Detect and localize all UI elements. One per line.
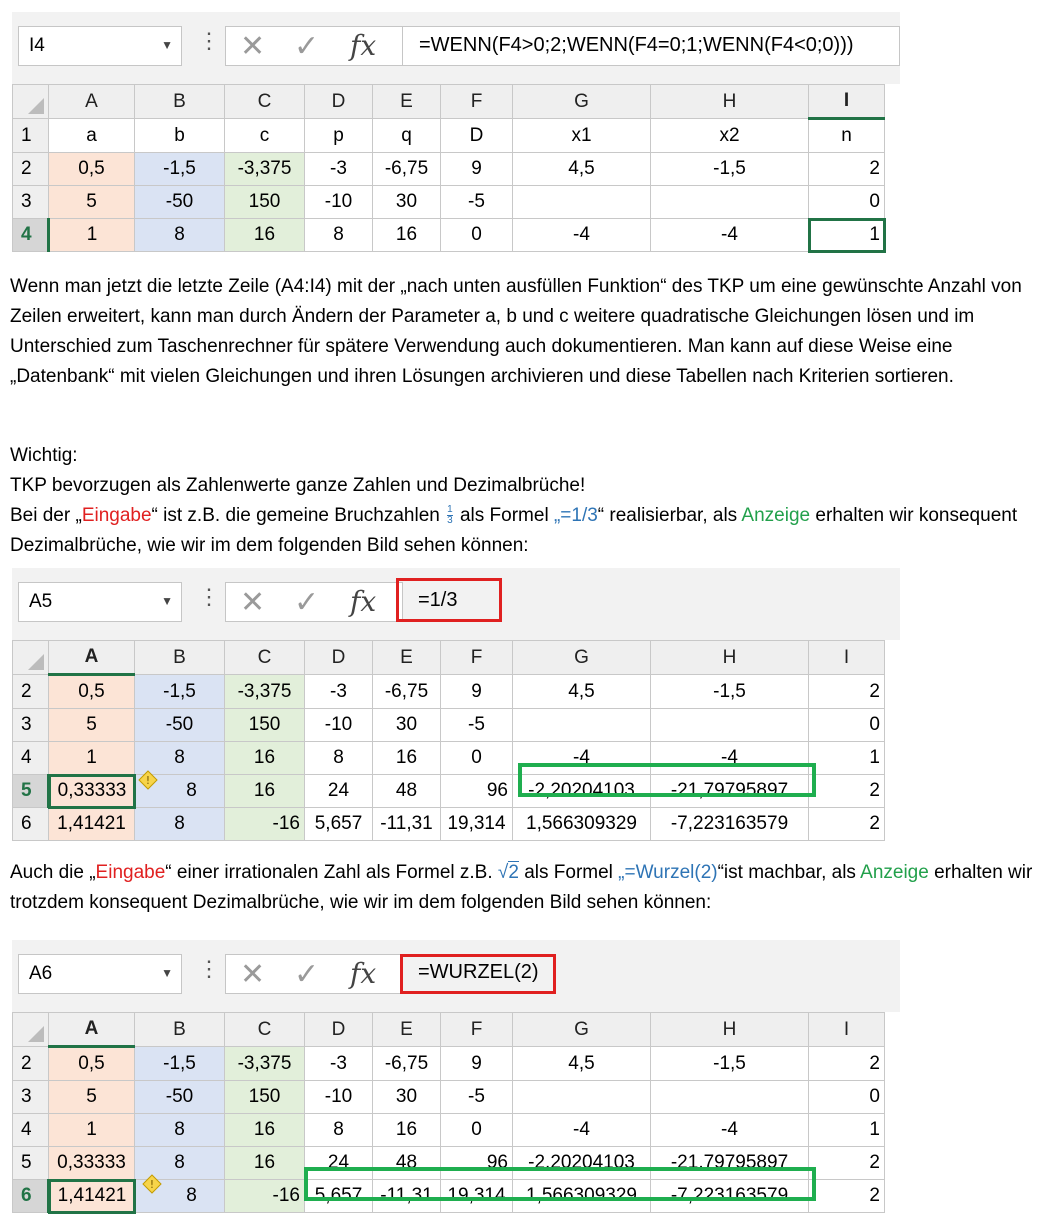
text-segment: “ ist z.B. die gemeine Bruchzahlen [151, 505, 446, 526]
row-header[interactable]: 5 [13, 1147, 49, 1180]
cell[interactable]: -21,79795897 [651, 775, 809, 808]
cell[interactable]: -7,223163579 [651, 1180, 809, 1213]
column-header[interactable]: G [513, 1013, 651, 1047]
column-header[interactable]: C [225, 641, 305, 675]
cell[interactable]: -1,5 [135, 1047, 225, 1081]
cell[interactable]: 1 [49, 1114, 135, 1147]
cell[interactable] [651, 1081, 809, 1114]
fx-function-icon[interactable]: fx [350, 29, 377, 62]
cell[interactable]: -1,5 [135, 153, 225, 186]
column-header[interactable]: D [305, 1013, 373, 1047]
column-header-row [13, 85, 885, 119]
cell[interactable]: n [809, 119, 885, 153]
cancel-x-icon[interactable]: ✕ [240, 586, 266, 619]
column-header[interactable]: I [809, 641, 885, 675]
cell[interactable] [651, 186, 809, 219]
cell[interactable]: -11,31 [373, 808, 441, 841]
cell[interactable]: 2 [809, 675, 885, 709]
cell[interactable]: -1,5 [135, 675, 225, 709]
column-header[interactable]: H [651, 641, 809, 675]
table-row [13, 808, 885, 841]
cell[interactable]: 1 [49, 742, 135, 775]
cell[interactable]: -3 [305, 1047, 373, 1081]
column-header[interactable]: I [809, 1013, 885, 1047]
cell[interactable]: 30 [373, 186, 441, 219]
warning-icon[interactable] [138, 770, 160, 792]
cell[interactable]: 5 [49, 1081, 135, 1114]
cell[interactable]: 30 [373, 1081, 441, 1114]
cell[interactable]: 48 [373, 1147, 441, 1180]
cell[interactable]: -16 [225, 1180, 305, 1213]
cell[interactable]: 1,41421 [49, 808, 135, 841]
paragraph-sqrt [10, 858, 1045, 918]
result-highlight-box [518, 763, 816, 797]
cell[interactable]: 8 [135, 808, 225, 841]
cell[interactable]: -6,75 [373, 153, 441, 186]
formula-bar [12, 12, 900, 84]
cell[interactable]: -1,5 [651, 153, 809, 186]
cell[interactable]: -50 [135, 186, 225, 219]
cell[interactable]: 5,657 [305, 808, 373, 841]
cell[interactable]: 150 [225, 709, 305, 742]
cell[interactable]: -5 [441, 709, 513, 742]
sqrt-two [498, 861, 519, 883]
cell[interactable]: 16 [373, 742, 441, 775]
formula-example: „=Wurzel(2) [618, 862, 718, 883]
cell[interactable]: p [305, 119, 373, 153]
enter-check-icon[interactable]: ✓ [294, 30, 320, 63]
cell[interactable]: -6,75 [373, 1047, 441, 1081]
active-cell[interactable]: 1 [809, 219, 885, 252]
column-header[interactable]: C [225, 85, 305, 119]
row-header[interactable]: 3 [13, 186, 49, 219]
cell[interactable]: 0 [441, 219, 513, 252]
cell[interactable]: 150 [225, 186, 305, 219]
cell[interactable]: b [135, 119, 225, 153]
cell[interactable]: 2 [809, 808, 885, 841]
text-segment: “ einer irrationalen Zahl als Formel z.B. [165, 862, 498, 883]
cell[interactable]: 2 [809, 153, 885, 186]
formula-bar [12, 940, 900, 1012]
cell[interactable]: 16 [225, 1114, 305, 1147]
cell[interactable]: 1,566309329 [513, 1180, 651, 1213]
cell[interactable]: 8 [305, 219, 373, 252]
row-header[interactable]: 2 [13, 153, 49, 186]
svg-text:!: ! [149, 1178, 155, 1191]
formula-bar [12, 568, 900, 640]
anzeige-term: Anzeige [860, 862, 929, 883]
table-row [13, 1081, 885, 1114]
cell[interactable]: 4,5 [513, 153, 651, 186]
cell[interactable]: -3,375 [225, 1047, 305, 1081]
cell[interactable] [513, 709, 651, 742]
cell[interactable]: -6,75 [373, 675, 441, 709]
cell[interactable]: 8 [305, 1114, 373, 1147]
cell[interactable]: 1 [809, 1114, 885, 1147]
cell[interactable]: 30 [373, 709, 441, 742]
cell[interactable]: -3 [305, 675, 373, 709]
cell[interactable]: 8 [305, 742, 373, 775]
row-header-selected[interactable]: 6 [13, 1180, 49, 1213]
select-all-corner[interactable] [13, 641, 49, 675]
cell[interactable]: -16 [225, 808, 305, 841]
cell[interactable]: 8 [135, 1180, 225, 1213]
cell[interactable]: 0 [441, 1114, 513, 1147]
cell[interactable]: 5 [49, 709, 135, 742]
cell[interactable]: 2 [809, 1147, 885, 1180]
cell[interactable]: 5 [49, 186, 135, 219]
cell[interactable]: 16 [225, 1147, 305, 1180]
cell[interactable] [513, 186, 651, 219]
column-header[interactable]: H [651, 1013, 809, 1047]
column-header[interactable]: G [513, 85, 651, 119]
dropdown-arrow-icon[interactable]: ▼ [161, 38, 173, 52]
cell[interactable]: 16 [373, 1114, 441, 1147]
cell[interactable]: q [373, 119, 441, 153]
formula-highlight-box [396, 578, 502, 622]
table-row [13, 186, 885, 219]
sheet-grid [12, 640, 885, 841]
cell[interactable]: 48 [373, 775, 441, 808]
cell[interactable]: 2 [809, 775, 885, 808]
column-header[interactable]: G [513, 641, 651, 675]
formula-buttons [225, 582, 403, 622]
cell[interactable]: -4 [513, 1114, 651, 1147]
cell[interactable]: -3 [305, 153, 373, 186]
cell[interactable]: x1 [513, 119, 651, 153]
column-header[interactable]: F [441, 1013, 513, 1047]
column-header[interactable]: E [373, 641, 441, 675]
eingabe-term: Eingabe [95, 862, 166, 883]
sqrt-argument: 2 [508, 862, 519, 883]
column-header-selected[interactable]: I [809, 85, 885, 119]
cell[interactable]: 19,314 [441, 808, 513, 841]
warning-icon[interactable] [142, 1174, 164, 1196]
formula-text: =1/3 [418, 589, 458, 611]
cell[interactable]: a [49, 119, 135, 153]
cell[interactable]: 4,5 [513, 675, 651, 709]
cell[interactable]: 16 [225, 775, 305, 808]
cell[interactable]: 24 [305, 1147, 373, 1180]
name-box-value: I4 [29, 35, 45, 56]
name-box[interactable] [18, 26, 182, 66]
text-segment: Auch die „ [10, 862, 96, 883]
formula-buttons [225, 26, 403, 66]
table-row [13, 219, 885, 252]
cell[interactable]: 0 [809, 186, 885, 219]
dropdown-arrow-icon[interactable]: ▼ [161, 594, 173, 608]
more-options-icon[interactable]: ⋮ [198, 28, 220, 53]
column-header-row [13, 641, 885, 675]
paragraph-text: Wenn man jetzt die letzte Zeile (A4:I4) mit der „nach unten ausfüllen Funktion“ des TKP um eine gewünschte Anzahl von Zeilen erweitert, kann man durch Ändern der Parameter a, b und c weitere quadratische Gleichungen lösen und im Unterschied zum Taschenrechner für spätere Verwendung auch dokumentieren. Man kann auf diese Weise eine „Datenbank“ mit vielen Gleichungen und ihren Lösungen archivieren und diese Tabellen nach Kriterien sortieren. [10, 276, 1022, 387]
fraction-numerator: 1 [447, 504, 453, 516]
sqrt-symbol: √ [497, 862, 509, 883]
fx-function-icon[interactable]: fx [350, 957, 377, 990]
cell[interactable]: -21,79795897 [651, 1147, 809, 1180]
cell[interactable]: c [225, 119, 305, 153]
cell[interactable]: 8 [135, 742, 225, 775]
name-box[interactable] [18, 954, 182, 994]
formula-buttons [225, 954, 403, 994]
column-header[interactable]: B [135, 641, 225, 675]
cell[interactable]: 0,5 [49, 675, 135, 709]
column-header[interactable]: D [305, 85, 373, 119]
sheet-grid [12, 84, 885, 252]
row-header[interactable]: 2 [13, 675, 49, 709]
row-header[interactable]: 4 [13, 742, 49, 775]
row-header[interactable]: 4 [13, 1114, 49, 1147]
cell[interactable]: -5 [441, 186, 513, 219]
column-header[interactable]: B [135, 1013, 225, 1047]
column-header[interactable]: B [135, 85, 225, 119]
cell[interactable]: 0 [441, 742, 513, 775]
column-header[interactable]: F [441, 85, 513, 119]
select-all-corner[interactable] [13, 1013, 49, 1047]
text-segment: “ realisierbar, als [597, 505, 742, 526]
cell[interactable]: 8 [135, 1147, 225, 1180]
cell[interactable]: -4 [651, 1114, 809, 1147]
text-segment: als Formel [454, 505, 554, 526]
row-header[interactable]: 2 [13, 1047, 49, 1081]
table-row [13, 1114, 885, 1147]
cell[interactable]: -1,5 [651, 675, 809, 709]
result-highlight-box [304, 1167, 816, 1201]
cell[interactable]: 8 [135, 775, 225, 808]
column-header[interactable]: H [651, 85, 809, 119]
formula-example: „=1/3 [553, 505, 598, 526]
cell[interactable]: -4 [651, 219, 809, 252]
anzeige-term: Anzeige [741, 505, 811, 526]
important-statement: TKP bevorzugen als Zahlenwerte ganze Zahlen und Dezimalbrüche! [10, 475, 586, 496]
enter-check-icon[interactable]: ✓ [294, 586, 320, 619]
table-row [13, 675, 885, 709]
cell[interactable]: -50 [135, 709, 225, 742]
row-header[interactable]: 3 [13, 709, 49, 742]
paragraph-intro [10, 272, 1045, 392]
cell[interactable] [513, 1081, 651, 1114]
formula-text: =WENN(F4>0;2;WENN(F4=0;1;WENN(F4<0;0))) [419, 34, 854, 56]
cell[interactable]: 0,33333 [49, 1147, 135, 1180]
text-segment: erhalten wir trotzdem konsequent Dezimalbrüche, wie wir im dem folgenden Bild sehen können: [10, 862, 1033, 913]
dropdown-arrow-icon[interactable]: ▼ [161, 966, 173, 980]
important-heading: Wichtig: [10, 445, 78, 466]
column-header[interactable]: C [225, 1013, 305, 1047]
cancel-x-icon[interactable]: ✕ [240, 958, 266, 991]
cell[interactable]: D [441, 119, 513, 153]
svg-text:!: ! [145, 774, 151, 787]
cell[interactable]: 16 [225, 742, 305, 775]
cancel-x-icon[interactable]: ✕ [240, 30, 266, 63]
cell[interactable]: -3,375 [225, 153, 305, 186]
text-segment: als Formel [518, 862, 619, 883]
cell[interactable]: -10 [305, 709, 373, 742]
cell[interactable]: 4,5 [513, 1047, 651, 1081]
cell[interactable]: 0,5 [49, 1047, 135, 1081]
column-header[interactable]: E [373, 1013, 441, 1047]
cell[interactable]: 96 [441, 775, 513, 808]
cell[interactable]: 1 [49, 219, 135, 252]
cell[interactable]: 0 [809, 709, 885, 742]
spreadsheet-screenshot-3 [12, 940, 900, 1204]
enter-check-icon[interactable]: ✓ [294, 958, 320, 991]
cell[interactable]: 24 [305, 775, 373, 808]
table-row [13, 709, 885, 742]
cell[interactable]: 8 [135, 1114, 225, 1147]
row-header-selected[interactable]: 5 [13, 775, 49, 808]
row-header[interactable]: 6 [13, 808, 49, 841]
table-row [13, 119, 885, 153]
cell[interactable]: -4 [651, 742, 809, 775]
column-header[interactable]: F [441, 641, 513, 675]
cell[interactable]: 5,657 [305, 1180, 373, 1213]
column-header-selected[interactable]: A [49, 1013, 135, 1047]
cell[interactable]: 96 [441, 1147, 513, 1180]
fraction-one-third [447, 505, 453, 526]
row-header[interactable]: 3 [13, 1081, 49, 1114]
cell[interactable]: -3,375 [225, 675, 305, 709]
cell[interactable]: 9 [441, 1047, 513, 1081]
formula-text: =WURZEL(2) [418, 961, 539, 983]
row-header-selected[interactable]: 4 [13, 219, 49, 252]
name-box-value: A6 [29, 963, 53, 984]
cell[interactable]: -50 [135, 1081, 225, 1114]
column-header[interactable]: E [373, 85, 441, 119]
cell[interactable]: 9 [441, 153, 513, 186]
cell[interactable]: x2 [651, 119, 809, 153]
cell[interactable]: -4 [513, 219, 651, 252]
formula-highlight-box [400, 954, 556, 994]
column-header-row [13, 1013, 885, 1047]
paragraph-important [10, 441, 1045, 561]
cell[interactable]: -4 [513, 742, 651, 775]
text-segment: erhalten wir konsequent Dezimalbrüche, wie wir im dem folgenden Bild sehen können: [10, 505, 1018, 556]
cell[interactable]: 16 [373, 219, 441, 252]
cell[interactable]: -1,5 [651, 1047, 809, 1081]
cell[interactable]: 150 [225, 1081, 305, 1114]
cell[interactable]: -2,20204103 [513, 775, 651, 808]
cell[interactable]: 8 [135, 219, 225, 252]
active-cell[interactable]: 1,41421 [49, 1180, 135, 1213]
name-box-value: A5 [29, 591, 53, 612]
fx-function-icon[interactable]: fx [350, 585, 377, 618]
fraction-denominator: 3 [447, 515, 453, 527]
name-box[interactable] [18, 582, 182, 622]
more-options-icon[interactable]: ⋮ [198, 584, 220, 609]
cell[interactable]: 1 [809, 742, 885, 775]
text-segment: Bei der „ [10, 505, 82, 526]
cell[interactable]: 9 [441, 675, 513, 709]
table-row [13, 1047, 885, 1081]
active-cell[interactable]: 0,33333 [49, 775, 135, 808]
formula-input[interactable] [402, 26, 900, 66]
eingabe-term: Eingabe [81, 505, 152, 526]
cell[interactable]: 19,314 [441, 1180, 513, 1213]
row-header[interactable]: 1 [13, 119, 49, 153]
fraction-sentence [10, 501, 1045, 561]
cell[interactable]: 2 [809, 1047, 885, 1081]
cell[interactable]: -11,31 [373, 1180, 441, 1213]
cell[interactable]: -5 [441, 1081, 513, 1114]
table-row [13, 153, 885, 186]
cell[interactable]: -2,20204103 [513, 1147, 651, 1180]
more-options-icon[interactable]: ⋮ [198, 956, 220, 981]
spreadsheet-screenshot-2 [12, 568, 900, 832]
column-header[interactable]: D [305, 641, 373, 675]
select-all-corner[interactable] [13, 85, 49, 119]
cell[interactable]: 2 [809, 1180, 885, 1213]
cell[interactable]: -7,223163579 [651, 808, 809, 841]
cell[interactable]: 16 [225, 219, 305, 252]
text-segment: “ist machbar, als [717, 862, 861, 883]
cell[interactable]: 0,5 [49, 153, 135, 186]
spreadsheet-screenshot-1 [12, 12, 900, 252]
column-header-selected[interactable]: A [49, 641, 135, 675]
cell[interactable] [651, 709, 809, 742]
cell[interactable]: 0 [809, 1081, 885, 1114]
cell[interactable]: -10 [305, 186, 373, 219]
cell[interactable]: 1,566309329 [513, 808, 651, 841]
column-header[interactable]: A [49, 85, 135, 119]
cell[interactable]: -10 [305, 1081, 373, 1114]
